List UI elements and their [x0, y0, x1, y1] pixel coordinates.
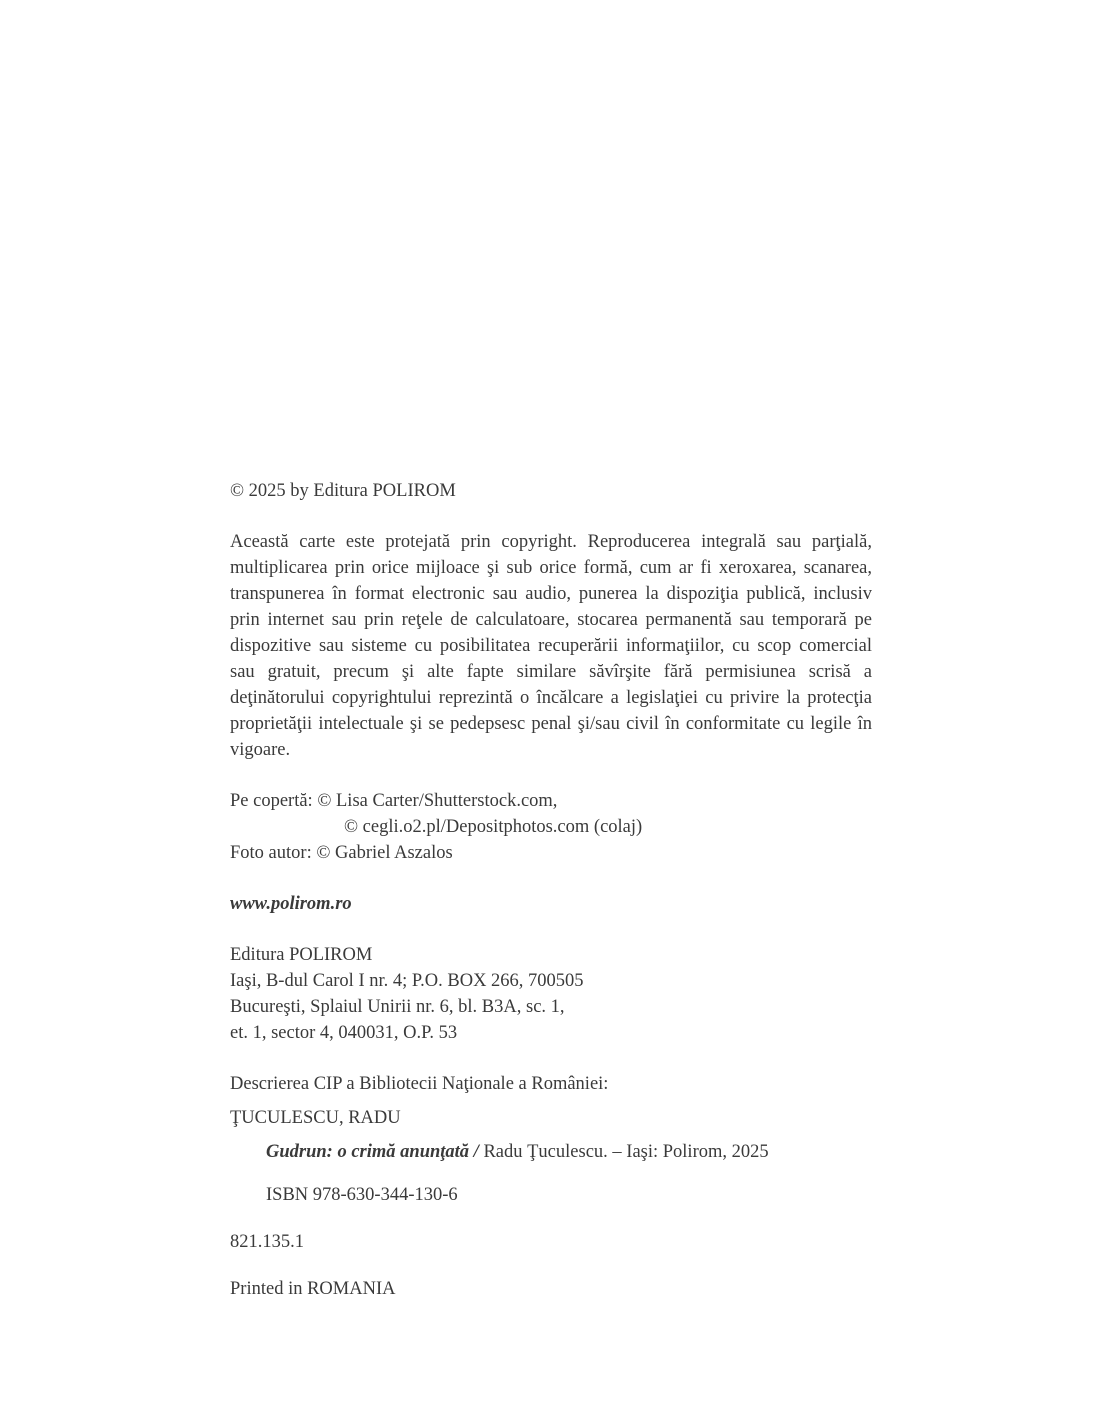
cover-credit-line-2: © cegli.o2.pl/Depositphotos.com (colaj): [344, 817, 643, 837]
isbn: ISBN 978-630-344-130-6: [266, 1185, 458, 1205]
publisher-address-line-2: Bucureşti, Splaiul Unirii nr. 6, bl. B3A, sc. 1,: [230, 997, 565, 1017]
publisher-address-line-3: et. 1, sector 4, 040031, O.P. 53: [230, 1023, 458, 1043]
copyright-notice: © 2025 by Editura POLIROM: [230, 481, 456, 501]
printed-in-line: Printed in ROMANIA: [230, 1279, 396, 1299]
cip-block: [230, 1071, 872, 1208]
cip-author: ŢUCULESCU, RADU: [230, 1108, 401, 1128]
book-title: Gudrun: o crimă anunţată /: [266, 1142, 479, 1162]
cip-title-line: [230, 1139, 872, 1165]
publisher-name: Editura POLIROM: [230, 945, 373, 965]
publisher-address-line-1: Iaşi, B-dul Carol I nr. 4; P.O. BOX 266, 700505: [230, 971, 584, 991]
udc-classification: 821.135.1: [230, 1232, 304, 1252]
publisher-address-block: [230, 942, 872, 1046]
publisher-website: www.polirom.ro: [230, 894, 352, 914]
photo-credit: Foto autor: © Gabriel Aszalos: [230, 843, 453, 863]
cover-credit-line-1: Pe copertă: © Lisa Carter/Shutterstock.com,: [230, 791, 558, 811]
legal-paragraph: Această carte este protejată prin copyright. Reproducerea integrală sau parţială, multiplicarea prin orice mijloace şi sub orice formă, cum ar fi xeroxarea, scanarea, transpunerea în format electronic sau audio, punerea la dispoziţia publică, inclusiv prin internet sau prin reţele de calculatoare, stocarea permanentă sau temporară pe dispozitive sau sisteme cu posibilitatea recuperării informaţiilor, cu scop comercial sau gratuit, precum şi alte fapte similare săvîrşite fără permisiunea scrisă a deţinătorului copyrightului reprezintă o încălcare a legislaţiei cu privire la protecţia proprietăţii intelectuale şi se pedepsesc penal şi/sau civil în conformitate cu legile în vigoare.: [230, 532, 872, 760]
book-title-rest: Radu Ţuculescu. – Iaşi: Polirom, 2025: [478, 1142, 769, 1162]
credits-block: [230, 788, 872, 866]
cip-header: Descrierea CIP a Bibliotecii Naţionale a României:: [230, 1074, 609, 1094]
